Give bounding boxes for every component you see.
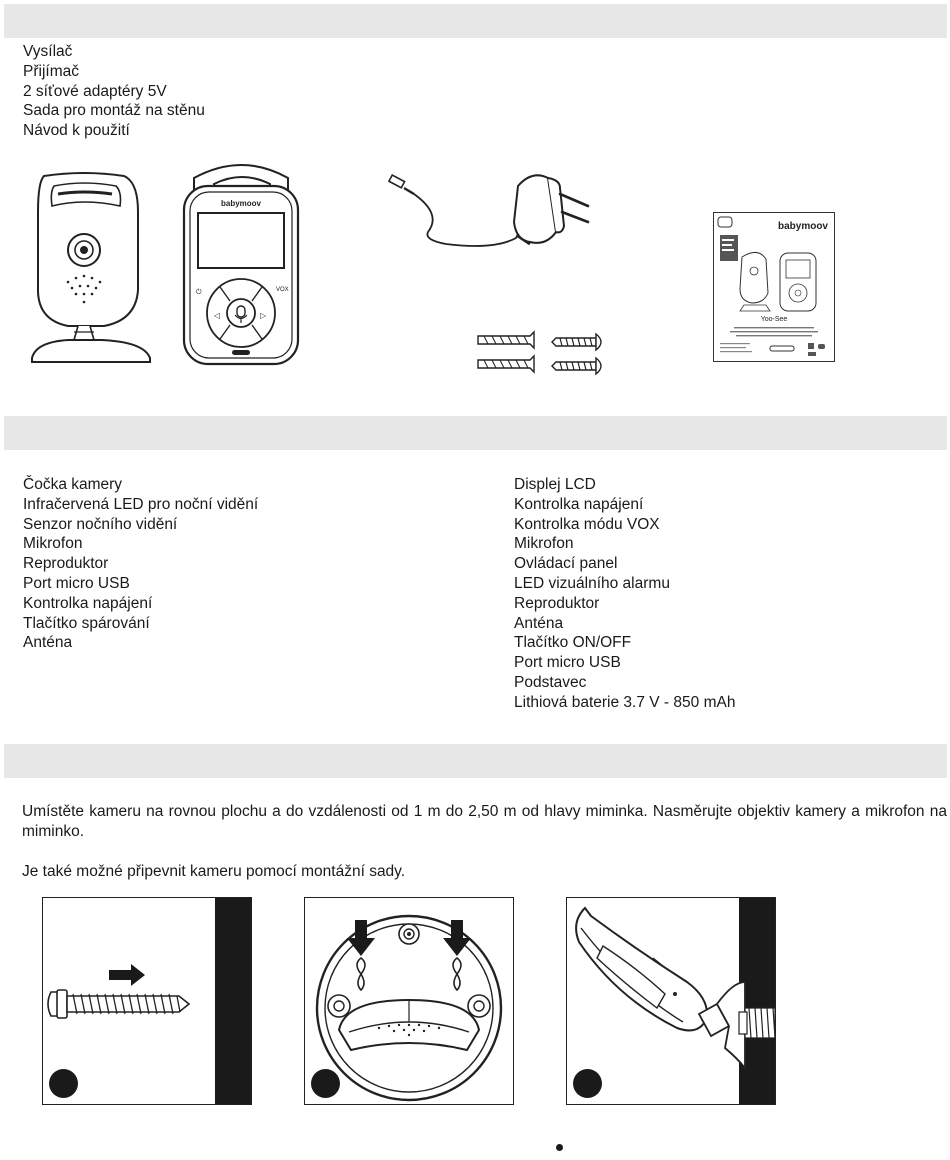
list-item: Kontrolka napájení [514,495,644,513]
step-3-panel [566,897,776,1105]
list-item: LED vizuálního alarmu [514,574,670,592]
list-item: Přijímač [23,62,79,80]
receiver-parts-list [514,475,735,713]
section-band-installation [4,744,947,778]
list-item: Port micro USB [23,574,130,592]
list-item: Reproduktor [23,555,109,573]
camera-illustration [28,172,156,368]
camera-parts-list [23,475,258,653]
receiver-illustration [180,158,304,370]
wall-stripe [215,898,251,1104]
leaflet-product-label: Yoo-See [760,316,788,323]
list-item: Lithiová baterie 3.7 V - 850 mAh [514,693,736,711]
mount-paragraph: Je také možné připevnit kameru pomocí montážní sady. [22,863,406,880]
page-marker-dot [556,1144,563,1151]
list-item: Návod k použití [23,122,130,140]
list-item: 2 síťové adaptéry 5V [23,82,167,100]
list-item: Tlačítko spárování [23,614,150,632]
list-item: Anténa [23,634,73,652]
section-band-contents [4,4,947,38]
svg-text:▷: ▷ [260,311,267,320]
list-item: Anténa [514,614,564,632]
leaflet-brand-label: babymoov [777,221,828,232]
list-item: Podstavec [514,673,587,691]
step-2-panel [304,897,514,1105]
manual-leaflet-illustration [713,212,835,362]
step-number-badge [573,1069,602,1098]
box-contents-list [23,42,205,141]
section-band-parts [4,416,947,450]
list-item: Mikrofon [514,535,574,553]
svg-text:◁: ◁ [214,311,221,320]
mounting-kit-illustration [474,328,608,380]
list-item: Sada pro montáž na stěnu [23,102,205,120]
list-item: Ovládací panel [514,555,618,573]
list-item: Kontrolka napájení [23,594,153,612]
power-adapter-illustration [384,166,594,260]
list-item: Port micro USB [514,654,621,672]
step-number-badge [49,1069,78,1098]
svg-text:⏻: ⏻ [196,289,202,296]
receiver-brand-label: babymoov [220,199,262,208]
list-item: Displej LCD [514,476,596,493]
list-item: Reproduktor [514,594,600,612]
receiver-vox-label: VOX [276,287,289,293]
list-item: Čočka kamery [23,476,123,493]
step-1-panel [42,897,252,1105]
list-item: Vysílač [23,43,73,60]
placement-paragraph: Umístěte kameru na rovnou plochu a do vzdálenosti od 1 m do 2,50 m od hlavy miminka. Nasměrujte objektiv kamery a mikrofon na miminko. [22,803,947,840]
list-item: Kontrolka módu VOX [514,515,660,533]
list-item: Senzor nočního vidění [23,515,178,533]
list-item: Tlačítko ON/OFF [514,634,632,652]
step-number-badge [311,1069,340,1098]
list-item: Mikrofon [23,535,83,553]
list-item: Infračervená LED pro noční vidění [23,495,259,513]
